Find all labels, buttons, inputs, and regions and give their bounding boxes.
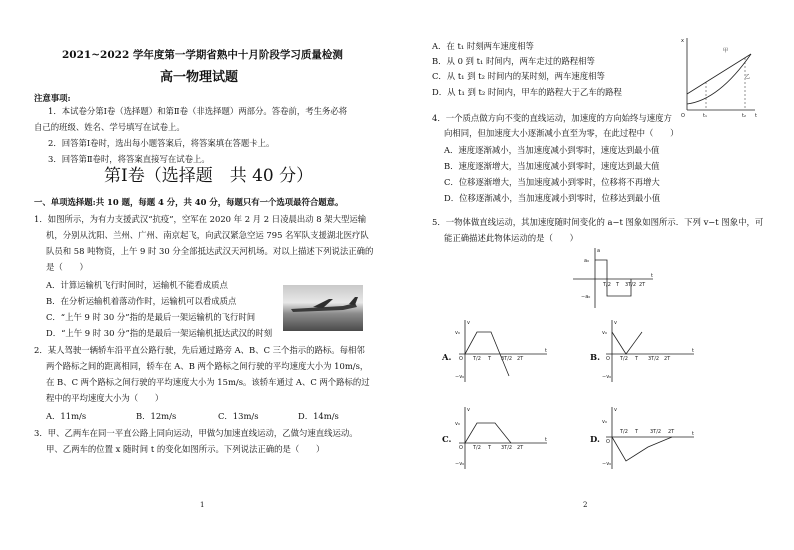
svg-text:−v₀: −v₀ (455, 374, 465, 380)
tick-label-t-half: T/2 (603, 282, 611, 288)
curve-label-jia: 甲 (723, 48, 729, 54)
exam-page-right (397, 0, 794, 550)
svg-text:3T/2: 3T/2 (501, 356, 513, 362)
q3-xt-graph (679, 34, 759, 119)
axis-label-x: x (681, 38, 684, 44)
svg-text:O: O (606, 439, 610, 445)
q1-line: 是（ ） (46, 262, 88, 272)
notes-title: 注意事项: (34, 93, 71, 103)
q1-option-c: C．“上午 9 时 30 分”指的是最后一架运输机的飞行时间 (46, 312, 256, 322)
q4-option-c: C．位移逐渐增大，当加速度减小到零时，位移将不再增大 (444, 177, 660, 187)
page-number: 1 (200, 501, 205, 509)
note-line: 1．本试卷分第Ⅰ卷（选择题）和第Ⅱ卷（非选择题）两部分。答卷前，考生务必将 (48, 106, 348, 116)
exam-header: 2021~2022 学年度第一学期省熟中十月阶段学习质量检测 (62, 49, 343, 61)
svg-text:t: t (545, 348, 547, 354)
svg-text:O: O (459, 356, 463, 362)
svg-text:T/2: T/2 (620, 356, 628, 362)
curve-label-yi: 乙 (745, 74, 751, 80)
svg-text:2T: 2T (668, 429, 675, 435)
vt-graph-option-d (602, 405, 702, 471)
axis-label-t: t (651, 273, 653, 279)
q3-option-b: B．从 0 到 t₁ 时间内，两车走过的路程相等 (432, 56, 595, 66)
note-line: 自己的班级、姓名、学号填写在试卷上。 (34, 122, 185, 132)
tick-label-3t-half: 3T/2 (625, 282, 637, 288)
svg-text:T/2: T/2 (620, 429, 628, 435)
q5-line: 5．一物体做直线运动，其加速度随时间变化的 a−t 图象如图所示．下列 v−t 图象中，可 (432, 217, 764, 227)
exam-subject: 高一物理试题 (160, 70, 239, 85)
svg-text:−v₀: −v₀ (602, 374, 612, 380)
q2-line: 两个路标之间的距离相同，轿车在 A、B 两个路标之间行驶的平均速度大小为 10m/s， (46, 361, 369, 371)
note-line: 2．回答第Ⅰ卷时，选出每小题答案后，将答案填在答题卡上。 (48, 138, 275, 148)
q3-line: 3．甲、乙两车在同一平直公路上同向运动，甲做匀加速直线运动，乙做匀速直线运动。 (34, 428, 358, 438)
section-title: 第Ⅰ卷（选择题 共 40 分） (104, 166, 314, 186)
svg-text:v₀: v₀ (602, 330, 607, 336)
q2-line: 程中的平均速度大小为（ ） (46, 393, 164, 403)
q1-line: 机，分别从沈阳、兰州、广州、南京起飞，向武汉紧急空运 795 名军队支援湖北医疗队 (46, 230, 369, 240)
svg-text:−v₀: −v₀ (602, 461, 612, 467)
option-b-label: B. (590, 352, 600, 362)
aircraft-photo (283, 285, 363, 331)
q3-line: 甲、乙两车的位置 x 随时间 t 的变化如图所示。下列说法正确的是（ ） (46, 444, 325, 454)
svg-text:v: v (614, 407, 617, 413)
q3-option-c: C．从 t₁ 到 t₂ 时间内的某时刻，两车速度相等 (432, 71, 605, 81)
svg-text:v₀: v₀ (602, 419, 607, 425)
svg-text:O: O (606, 356, 610, 362)
tick-label-t1: t₁ (703, 113, 707, 119)
q4-option-d: D．位移逐渐减小，当加速度减小到零时，位移达到最小值 (444, 193, 661, 203)
q1-line: 1．如图所示，为有力支援武汉“抗疫”，空军在 2020 年 2 月 2 日凌晨出动 8 架大型运输 (34, 214, 367, 224)
q1-option-a: A．计算运输机飞行时间时，运输机不能看成质点 (46, 280, 228, 290)
q1-line: 队员和 58 吨物资，上午 9 时 30 分全部抵达武汉天河机场。对以上描述下列说法正确的 (46, 246, 374, 256)
svg-text:v₀: v₀ (455, 330, 460, 336)
q4-line: 向相同，但加速度大小逐渐减小直至为零，在此过程中（ ） (444, 128, 679, 138)
svg-text:v: v (467, 320, 470, 326)
q3-option-a: A．在 t₁ 时刻两车速度相等 (432, 41, 534, 51)
svg-text:T: T (488, 445, 492, 451)
q2-option-a: A．11m/s (46, 411, 87, 421)
svg-text:−v₀: −v₀ (455, 461, 465, 467)
svg-text:O: O (459, 445, 463, 451)
vt-graph-option-c (455, 405, 555, 471)
svg-text:t: t (692, 348, 694, 354)
svg-text:T: T (635, 429, 639, 435)
q5-at-graph (567, 246, 657, 312)
section-intro: 一、单项选择题:共 10 题，每题 4 分，共 40 分，每题只有一个选项最符合题意。 (34, 197, 344, 207)
q4-line: 4．一个质点做方向不变的直线运动，加速度的方向始终与速度方 (432, 113, 672, 123)
note-line: 3．回答第Ⅱ卷时，将答案直接写在试卷上。 (48, 154, 210, 164)
svg-text:T: T (635, 356, 639, 362)
q2-line: 在 B、C 两个路标之间行驶的平均速度大小为 15m/s。该轿车通过 A、C 两个路标的过 (46, 377, 370, 387)
q4-option-a: A．速度逐渐减小，当加速度减小到零时，速度达到最小值 (444, 145, 660, 155)
axis-label-t: t (755, 113, 757, 119)
q3-option-d: D．从 t₁ 到 t₂ 时间内，甲车的路程大于乙车的路程 (432, 87, 622, 97)
axis-label-a: a (597, 248, 601, 254)
svg-text:T/2: T/2 (473, 445, 481, 451)
q2-option-c: C．13m/s (218, 411, 259, 421)
svg-text:T/2: T/2 (473, 356, 481, 362)
svg-text:t: t (545, 437, 547, 443)
page-number: 2 (583, 501, 588, 509)
svg-text:2T: 2T (517, 445, 524, 451)
origin-label: O (681, 113, 685, 119)
svg-text:v: v (614, 320, 617, 326)
tick-label-a0: a₀ (584, 258, 590, 264)
vt-graph-option-b (602, 318, 702, 384)
option-c-label: C. (442, 434, 452, 444)
q5-line: 能正确描述此物体运动的是（ ） (444, 233, 578, 243)
svg-text:v: v (467, 407, 470, 413)
svg-text:3T/2: 3T/2 (501, 445, 513, 451)
svg-text:T: T (488, 356, 492, 362)
q2-option-b: B．12m/s (136, 411, 177, 421)
q4-option-b: B．速度逐渐增大，当加速度减小到零时，速度达到最大值 (444, 161, 660, 171)
tick-label-t: T (616, 282, 620, 288)
option-a-label: A. (442, 352, 452, 362)
option-d-label: D. (590, 434, 600, 444)
svg-text:3T/2: 3T/2 (650, 429, 662, 435)
svg-text:2T: 2T (517, 356, 524, 362)
svg-text:t: t (692, 431, 694, 437)
svg-text:3T/2: 3T/2 (648, 356, 660, 362)
tick-label-t2: t₂ (742, 113, 746, 119)
tick-label-neg-a0: −a₀ (581, 294, 591, 300)
q1-option-d: D．“上午 9 时 30 分”指的是最后一架运输机抵达武汉的时刻 (46, 328, 273, 338)
vt-graph-option-a (455, 318, 555, 384)
tick-label-2t: 2T (639, 282, 646, 288)
q2-line: 2．某人驾驶一辆轿车沿平直公路行驶，先后通过路旁 A、B、C 三个指示的路标。每相邻 (34, 345, 365, 355)
svg-text:v₀: v₀ (455, 421, 460, 427)
q2-option-d: D．14m/s (298, 411, 339, 421)
q1-option-b: B．在分析运输机着落动作时，运输机可以看成质点 (46, 296, 237, 306)
svg-text:2T: 2T (664, 356, 671, 362)
